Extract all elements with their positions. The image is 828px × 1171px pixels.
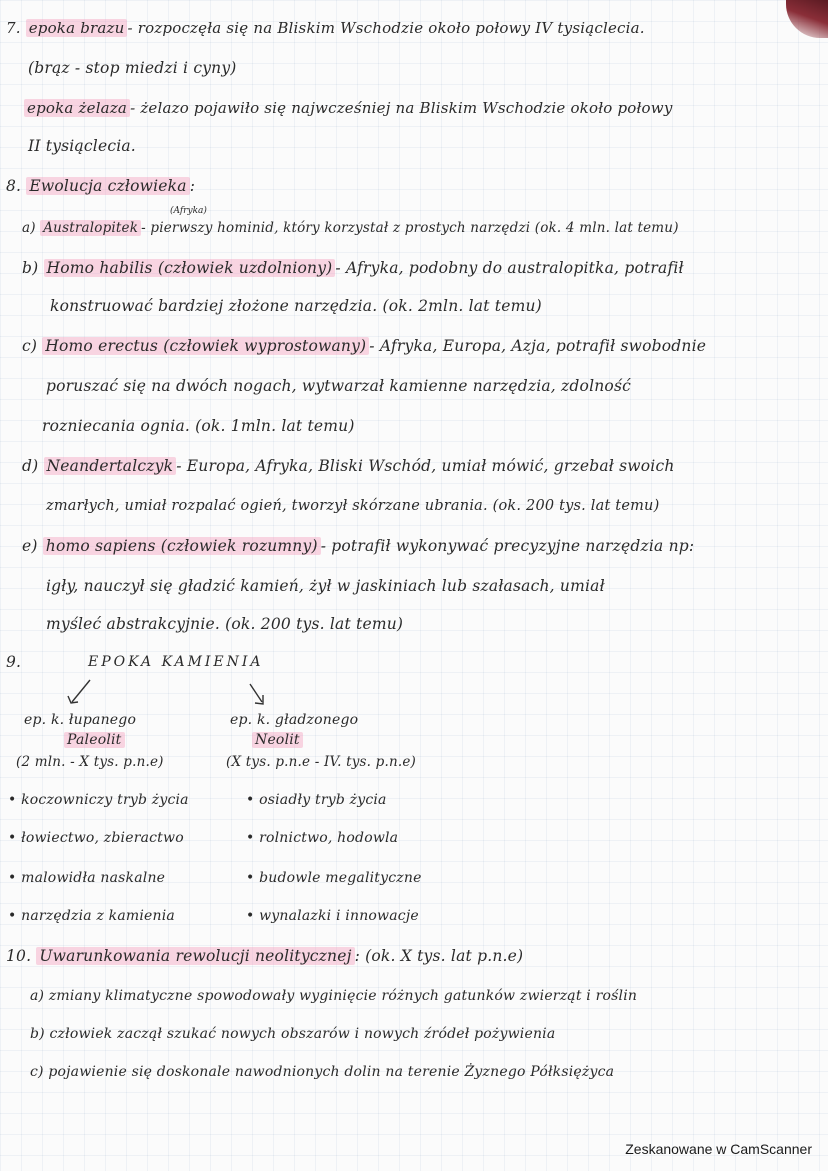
definition-text: zmarłych, umiał rozpalać ogień, tworzył skórzane ubrania. (ok. 200 tys. lat temu) <box>46 498 660 514</box>
note-line-erectus-cont2 <box>42 416 355 436</box>
term-highlight: Paleolit <box>64 732 125 748</box>
note-line-ewolucja-heading <box>6 176 195 196</box>
paleolit-title: ep. k. łupanego <box>24 712 137 728</box>
note-line-neandertalczyk <box>22 456 675 476</box>
note-line-sapiens-cont2 <box>46 614 403 634</box>
item-letter: d) <box>22 457 39 475</box>
list-item: • malowidła naskalne <box>8 870 166 886</box>
item-letter: c) <box>22 337 38 355</box>
list-item: • rolnictwo, hodowla <box>246 830 399 846</box>
definition-text: poruszać się na dwóch nogach, wytwarzał kamienne narzędzia, zdolność <box>46 377 631 395</box>
list-item-text: malowidła naskalne <box>21 870 166 886</box>
list-item-text: wynalazki i innowacje <box>259 908 419 924</box>
note-line-epoka-brazu <box>6 18 645 38</box>
definition-text: II tysiąclecia. <box>28 137 136 155</box>
note-line-10b: b) człowiek zaczął szukać nowych obszarów i nowych źródeł pożywienia <box>30 1026 556 1042</box>
list-item-text: rolnictwo, hodowla <box>259 830 399 846</box>
list-item-text: koczowniczy tryb życia <box>21 792 189 808</box>
arrow-left-icon <box>60 676 96 708</box>
list-item: • narzędzia z kamienia <box>8 908 175 924</box>
term-highlight: Neandertalczyk <box>44 457 177 475</box>
item-letter: a) <box>22 220 36 236</box>
note-line-erectus-cont1 <box>46 376 631 396</box>
note-line-homo-erectus <box>22 336 706 356</box>
note-line-tysiaclecia <box>28 136 136 156</box>
scanner-watermark: Zeskanowane w CamScanner <box>625 1141 812 1157</box>
annotation-afryka: (Afryka) <box>170 206 207 216</box>
note-line-australopitek <box>22 218 679 238</box>
item-letter: e) <box>22 537 38 555</box>
note-line-10c: c) pojawienie się doskonale nawodnionych dolin na terenie Żyznego Półksiężyca <box>30 1064 615 1080</box>
definition-text: myśleć abstrakcyjnie. (ok. 200 tys. lat temu) <box>46 615 404 633</box>
term-highlight: Ewolucja człowieka <box>26 177 189 195</box>
term-highlight: Neolit <box>252 732 303 748</box>
paleolit-label <box>64 730 125 750</box>
list-item-text: osiadły tryb życia <box>259 792 387 808</box>
list-item: • koczowniczy tryb życia <box>8 792 189 808</box>
note-line-neandertalczyk-cont <box>46 496 659 516</box>
term-highlight: epoka żelaza <box>24 99 130 117</box>
definition-text: - Afryka, podobny do australopitka, potrafił <box>335 259 684 277</box>
list-item: • łowiectwo, zbieractwo <box>8 830 184 846</box>
note-line-uwarunkowania <box>6 946 523 966</box>
note-line-habilis-cont <box>50 296 542 316</box>
list-item: • wynalazki i innowacje <box>246 908 419 924</box>
term-highlight: Homo habilis (człowiek uzdolniony) <box>44 259 336 277</box>
term-highlight: Uwarunkowania rewolucji neolitycznej <box>36 947 354 965</box>
colon-text: : <box>189 177 196 195</box>
item-number: 9. <box>6 653 22 671</box>
term-highlight: homo sapiens (człowiek rozumny) <box>43 537 321 555</box>
item-number: 10. <box>6 947 32 965</box>
definition-text: rozniecania ognia. (ok. 1mln. lat temu) <box>42 417 355 435</box>
term-highlight: Homo erectus (człowiek wyprostowany) <box>42 337 369 355</box>
neolit-title: ep. k. gładzonego <box>230 712 359 728</box>
definition-text: - potrafił wykonywać precyzyjne narzędzia np: <box>320 537 695 555</box>
definition-text: igły, nauczył się gładzić kamień, żył w jaskiniach lub szałasach, umiał <box>46 577 605 595</box>
definition-text: - Europa, Afryka, Bliski Wschód, umiał mówić, grzebał swoich <box>176 457 675 475</box>
definition-text: : (ok. X tys. lat p.n.e) <box>354 947 524 965</box>
arrow-right-icon <box>242 680 272 710</box>
definition-text: - Afryka, Europa, Azja, potrafił swobodnie <box>369 337 707 355</box>
note-line-braz-definition <box>28 58 237 78</box>
item-number: 7. <box>6 19 21 37</box>
paleolit-range: (2 mln. - X tys. p.n.e) <box>16 754 164 770</box>
list-item-text: budowle megalityczne <box>259 870 422 886</box>
term-highlight: epoka brazu <box>26 19 128 37</box>
neolit-label <box>252 730 303 750</box>
item-number: 8. <box>6 177 22 195</box>
term-highlight: Australopitek <box>40 220 141 236</box>
list-item-text: narzędzia z kamienia <box>21 908 175 924</box>
list-item: • osiadły tryb życia <box>246 792 387 808</box>
note-line-homo-sapiens <box>22 536 694 556</box>
note-line-sapiens-cont1 <box>46 576 605 596</box>
definition-text: (brąz - stop miedzi i cyny) <box>28 59 237 77</box>
neolit-range: (X tys. p.n.e - IV. tys. p.n.e) <box>226 754 417 770</box>
note-line-homo-habilis <box>22 258 684 278</box>
item-letter: b) <box>22 259 39 277</box>
definition-text: - rozpoczęła się na Bliskim Wschodzie około połowy IV tysiąclecia. <box>127 19 645 37</box>
section-title-epoka-kamienia: EPOKA KAMIENIA <box>88 654 264 670</box>
definition-text: - pierwszy hominid, który korzystał z prostych narzędzi (ok. 4 mln. lat temu) <box>141 220 679 236</box>
definition-text: konstruować bardziej złożone narzędzia. (ok. 2mln. lat temu) <box>50 297 542 315</box>
page-corner-shadow <box>786 0 828 38</box>
note-line-epoka-zelaza <box>24 98 673 118</box>
note-line-10a: a) zmiany klimatyczne spowodowały wyginięcie różnych gatunków zwierząt i roślin <box>30 988 638 1004</box>
list-item: • budowle megalityczne <box>246 870 422 886</box>
definition-text: - żelazo pojawiło się najwcześniej na Bliskim Wschodzie około połowy <box>130 99 673 117</box>
list-item-text: łowiectwo, zbieractwo <box>21 830 184 846</box>
